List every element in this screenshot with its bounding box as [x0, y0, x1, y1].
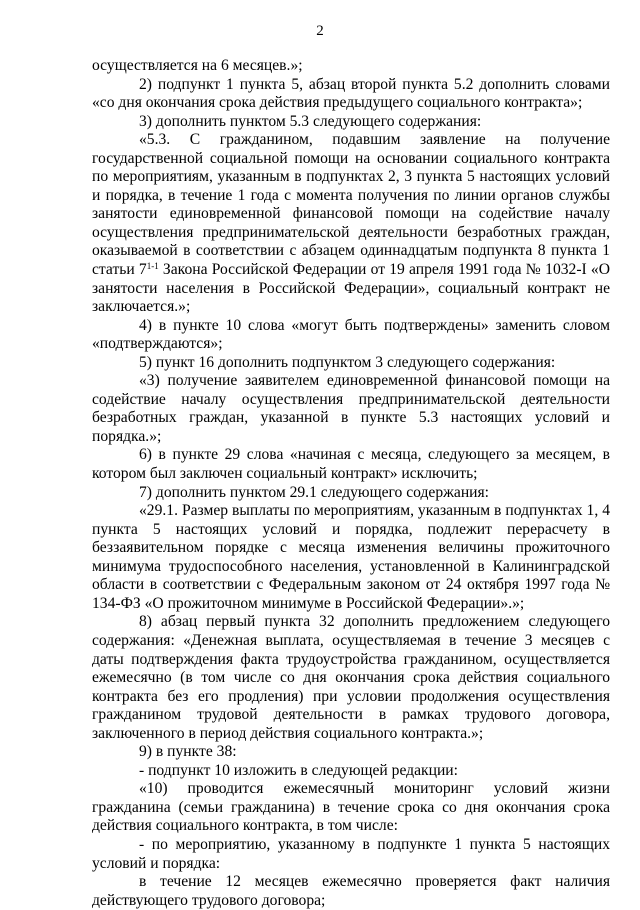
- page-number: 2: [316, 23, 324, 39]
- article-superscript: 1-1: [146, 261, 159, 272]
- paragraph-text: «5.3. С гражданином, подавшим заявление на получение государственной социальной помощи на основании социального контракта по мероприятиям, указанным в подпунктах 2, 3 пункта 5 настоящих условий и порядка, в течение 1 года с момента получения по линии органов службы занятости единовременной финансовой помощи на содействие началу осуществления предпринимательской деятельности безработных граждан, оказываемой в соответствии с абзацем одиннадцатым подпункта 8 пункта 1 статьи 7: [92, 131, 610, 279]
- paragraph: 2) подпункт 1 пункта 5, абзац второй пункта 5.2 дополнить словами «со дня окончания срока действия предыдущего социального контракта»;: [92, 75, 610, 112]
- paragraph: «10) проводится ежемесячный мониторинг условий жизни гражданина (семьи гражданина) в течение срока со дня окончания срока действия социального контракта, в том числе:: [92, 780, 610, 835]
- paragraph: 9) в пункте 38:: [139, 743, 237, 761]
- paragraph: 7) дополнить пунктом 29.1 следующего содержания:: [139, 483, 490, 501]
- paragraph: 5) пункт 16 дополнить подпунктом 3 следующего содержания:: [139, 353, 556, 371]
- paragraph: - по мероприятию, указанному в подпункте 1 пункта 5 настоящих условий и порядка:: [92, 835, 610, 872]
- paragraph: 4) в пункте 10 слова «могут быть подтверждены» заменить словом «подтверждаются»;: [92, 316, 610, 353]
- paragraph: 8) абзац первый пункта 32 дополнить предложением следующего содержания: «Денежная выплата, осуществляемая в течение 3 месяцев с даты подтверждения факта трудоустройства гражданином, осуществляется ежемесячно (в том числе со дня окончания срока действия социального контракта без его продления) при условии продолжения осуществления гражданином трудовой деятельности в рамках трудового договора, заключенного в период действия социального контракта.»;: [92, 613, 610, 742]
- paragraph-text-continued: Закона Российской Федерации от 19 апреля 1991 года № 1032-I «О занятости населения в Российской Федерации», социальный контракт не заключается.»;: [92, 261, 610, 316]
- paragraph: [92, 131, 610, 316]
- paragraph: «3) получение заявителем единовременной финансовой помощи на содействие началу осуществления предпринимательской деятельности безработных граждан, указанной в пункте 5.3 настоящих условий и порядка.»;: [92, 372, 610, 445]
- paragraph: «29.1. Размер выплаты по мероприятиям, указанным в подпунктах 1, 4 пункта 5 настоящих условий и порядка, подлежит перерасчету в беззаявительном порядке с месяца изменения величины прожиточного минимума трудоспособного населения, установленной в Калининградской области в соответствии с Федеральным законом от 24 октября 1997 года № 134-ФЗ «О прожиточном минимуме в Российской Федерации».»;: [92, 502, 610, 612]
- paragraph: - подпункт 10 изложить в следующей редакции:: [139, 761, 458, 779]
- paragraph: 3) дополнить пунктом 5.3 следующего содержания:: [139, 112, 482, 130]
- document-body: [92, 57, 610, 910]
- paragraph: в течение 12 месяцев ежемесячно проверяется факт наличия действующего трудового договора;: [92, 873, 610, 909]
- paragraph: осуществляется на 6 месяцев.»;: [92, 57, 303, 74]
- paragraph: 6) в пункте 29 слова «начиная с месяца, следующего за месяцем, в котором был заключен социальный контракт» исключить;: [92, 446, 610, 483]
